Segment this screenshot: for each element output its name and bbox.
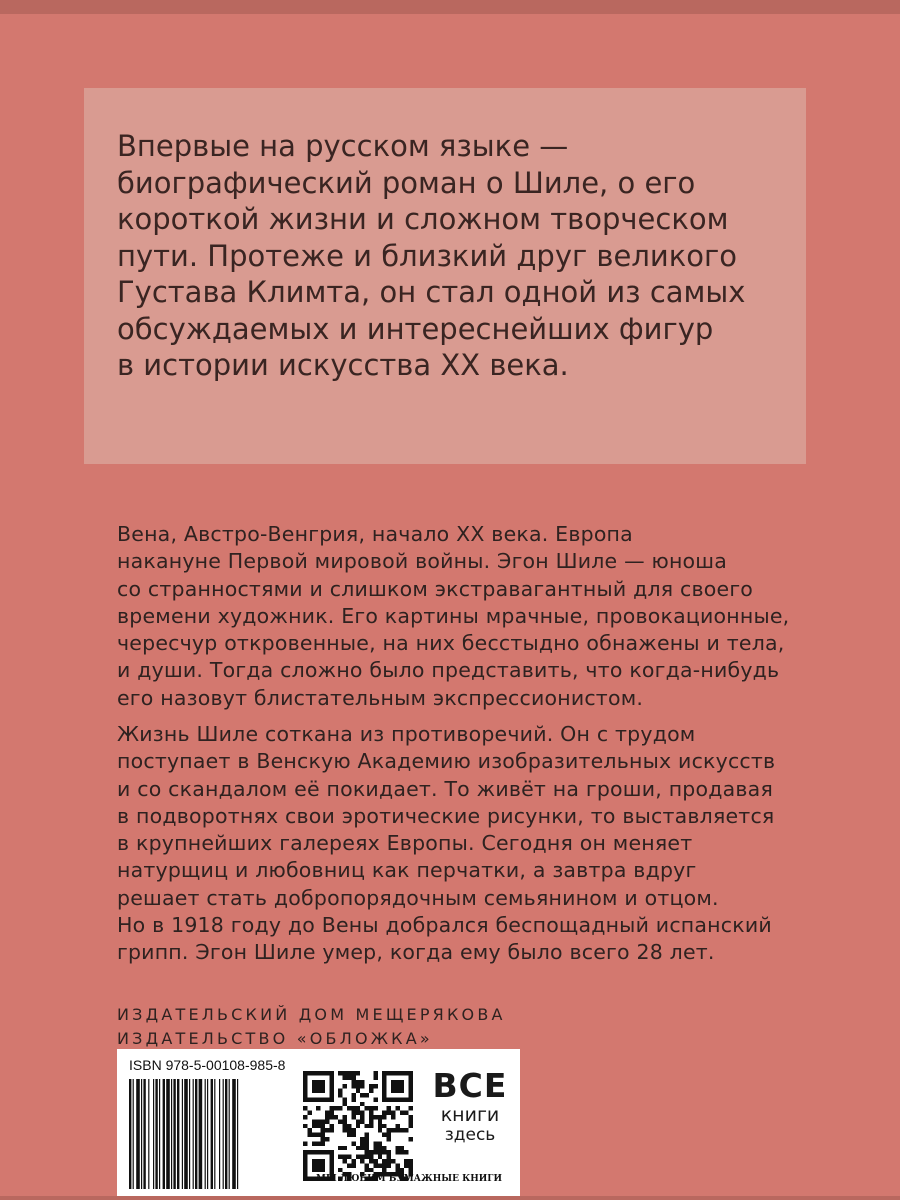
intro-line: короткой жизни и сложном творческом bbox=[117, 202, 729, 236]
store-slogan: МЫ ЛЮБИМ БУМАЖНЫЕ КНИГИ bbox=[315, 1174, 503, 1184]
intro-text bbox=[117, 128, 757, 384]
paragraph-line: чересчур откровенные, на них бесстыдно обнажены и тела, bbox=[117, 631, 785, 656]
paragraph-line: поступает в Венскую Академию изобразительных искусств bbox=[117, 749, 776, 774]
paragraph-line: его назовут блистательным экспрессионистом. bbox=[117, 685, 644, 710]
paragraph-line: времени художник. Его картины мрачные, провокационные, bbox=[117, 603, 790, 628]
isbn-label: ISBN 978-5-00108-985-8 bbox=[129, 1057, 286, 1073]
publisher-line-2: ИЗДАТЕЛЬСТВО «ОБЛОЖКА» bbox=[117, 1029, 433, 1048]
intro-line: пути. Протеже и близкий друг великого bbox=[117, 238, 737, 273]
top-edge-strip bbox=[0, 0, 900, 14]
paragraph-line: накануне Первой мировой войны. Эгон Шиле — юноша bbox=[117, 549, 728, 574]
bottom-edge-strip bbox=[0, 1196, 900, 1200]
paragraph-line: и души. Тогда сложно было представить, что когда-нибудь bbox=[117, 658, 780, 683]
store-logo-line-3: здесь bbox=[444, 1125, 496, 1145]
store-logo bbox=[425, 1067, 515, 1145]
intro-line: обсуждаемых и интереснейших фигур bbox=[117, 311, 714, 346]
publisher-imprint bbox=[117, 1003, 506, 1051]
paragraph-line: Вена, Австро-Венгрия, начало XX века. Европа bbox=[117, 522, 633, 546]
intro-line: биографический роман о Шиле, о его bbox=[117, 165, 696, 200]
store-logo-line-2: книги bbox=[440, 1104, 500, 1126]
publisher-line-1: ИЗДАТЕЛЬСКИЙ ДОМ МЕЩЕРЯКОВА bbox=[117, 1005, 506, 1024]
intro-line: Густава Климта, он стал одной из самых bbox=[117, 275, 746, 309]
paragraph-line: Но в 1918 году до Вены добрался беспощадный испанский bbox=[117, 913, 772, 938]
description-paragraph-1 bbox=[117, 521, 817, 712]
paragraph-line: решает стать добропорядочным семьянином и отцом. bbox=[117, 885, 719, 910]
paragraph-line: грипп. Эгон Шиле умер, когда ему было всего 28 лет. bbox=[117, 940, 715, 965]
paragraph-line: со странностями и слишком экстравагантный для своего bbox=[117, 576, 754, 601]
store-logo-line-1: ВСЕ bbox=[432, 1066, 508, 1105]
paragraph-line: в крупнейших галереях Европы. Сегодня он меняет bbox=[117, 831, 693, 856]
paragraph-line: натурщиц и любовниц как перчатки, а завтра вдруг bbox=[117, 858, 697, 883]
qr-code-icon bbox=[303, 1071, 413, 1181]
paragraph-line: Жизнь Шиле соткана из противоречий. Он с трудом bbox=[117, 722, 696, 746]
barcode-sticker bbox=[117, 1049, 520, 1196]
barcode-icon bbox=[127, 1079, 287, 1189]
description-paragraph-2 bbox=[117, 721, 817, 967]
paragraph-line: и со скандалом её покидает. То живёт на гроши, продавая bbox=[117, 776, 773, 801]
intro-line: в истории искусства XX века. bbox=[117, 348, 569, 382]
intro-line: Впервые на русском языке — bbox=[117, 129, 569, 163]
paragraph-line: в подворотнях свои эротические рисунки, то выставляется bbox=[117, 803, 775, 828]
